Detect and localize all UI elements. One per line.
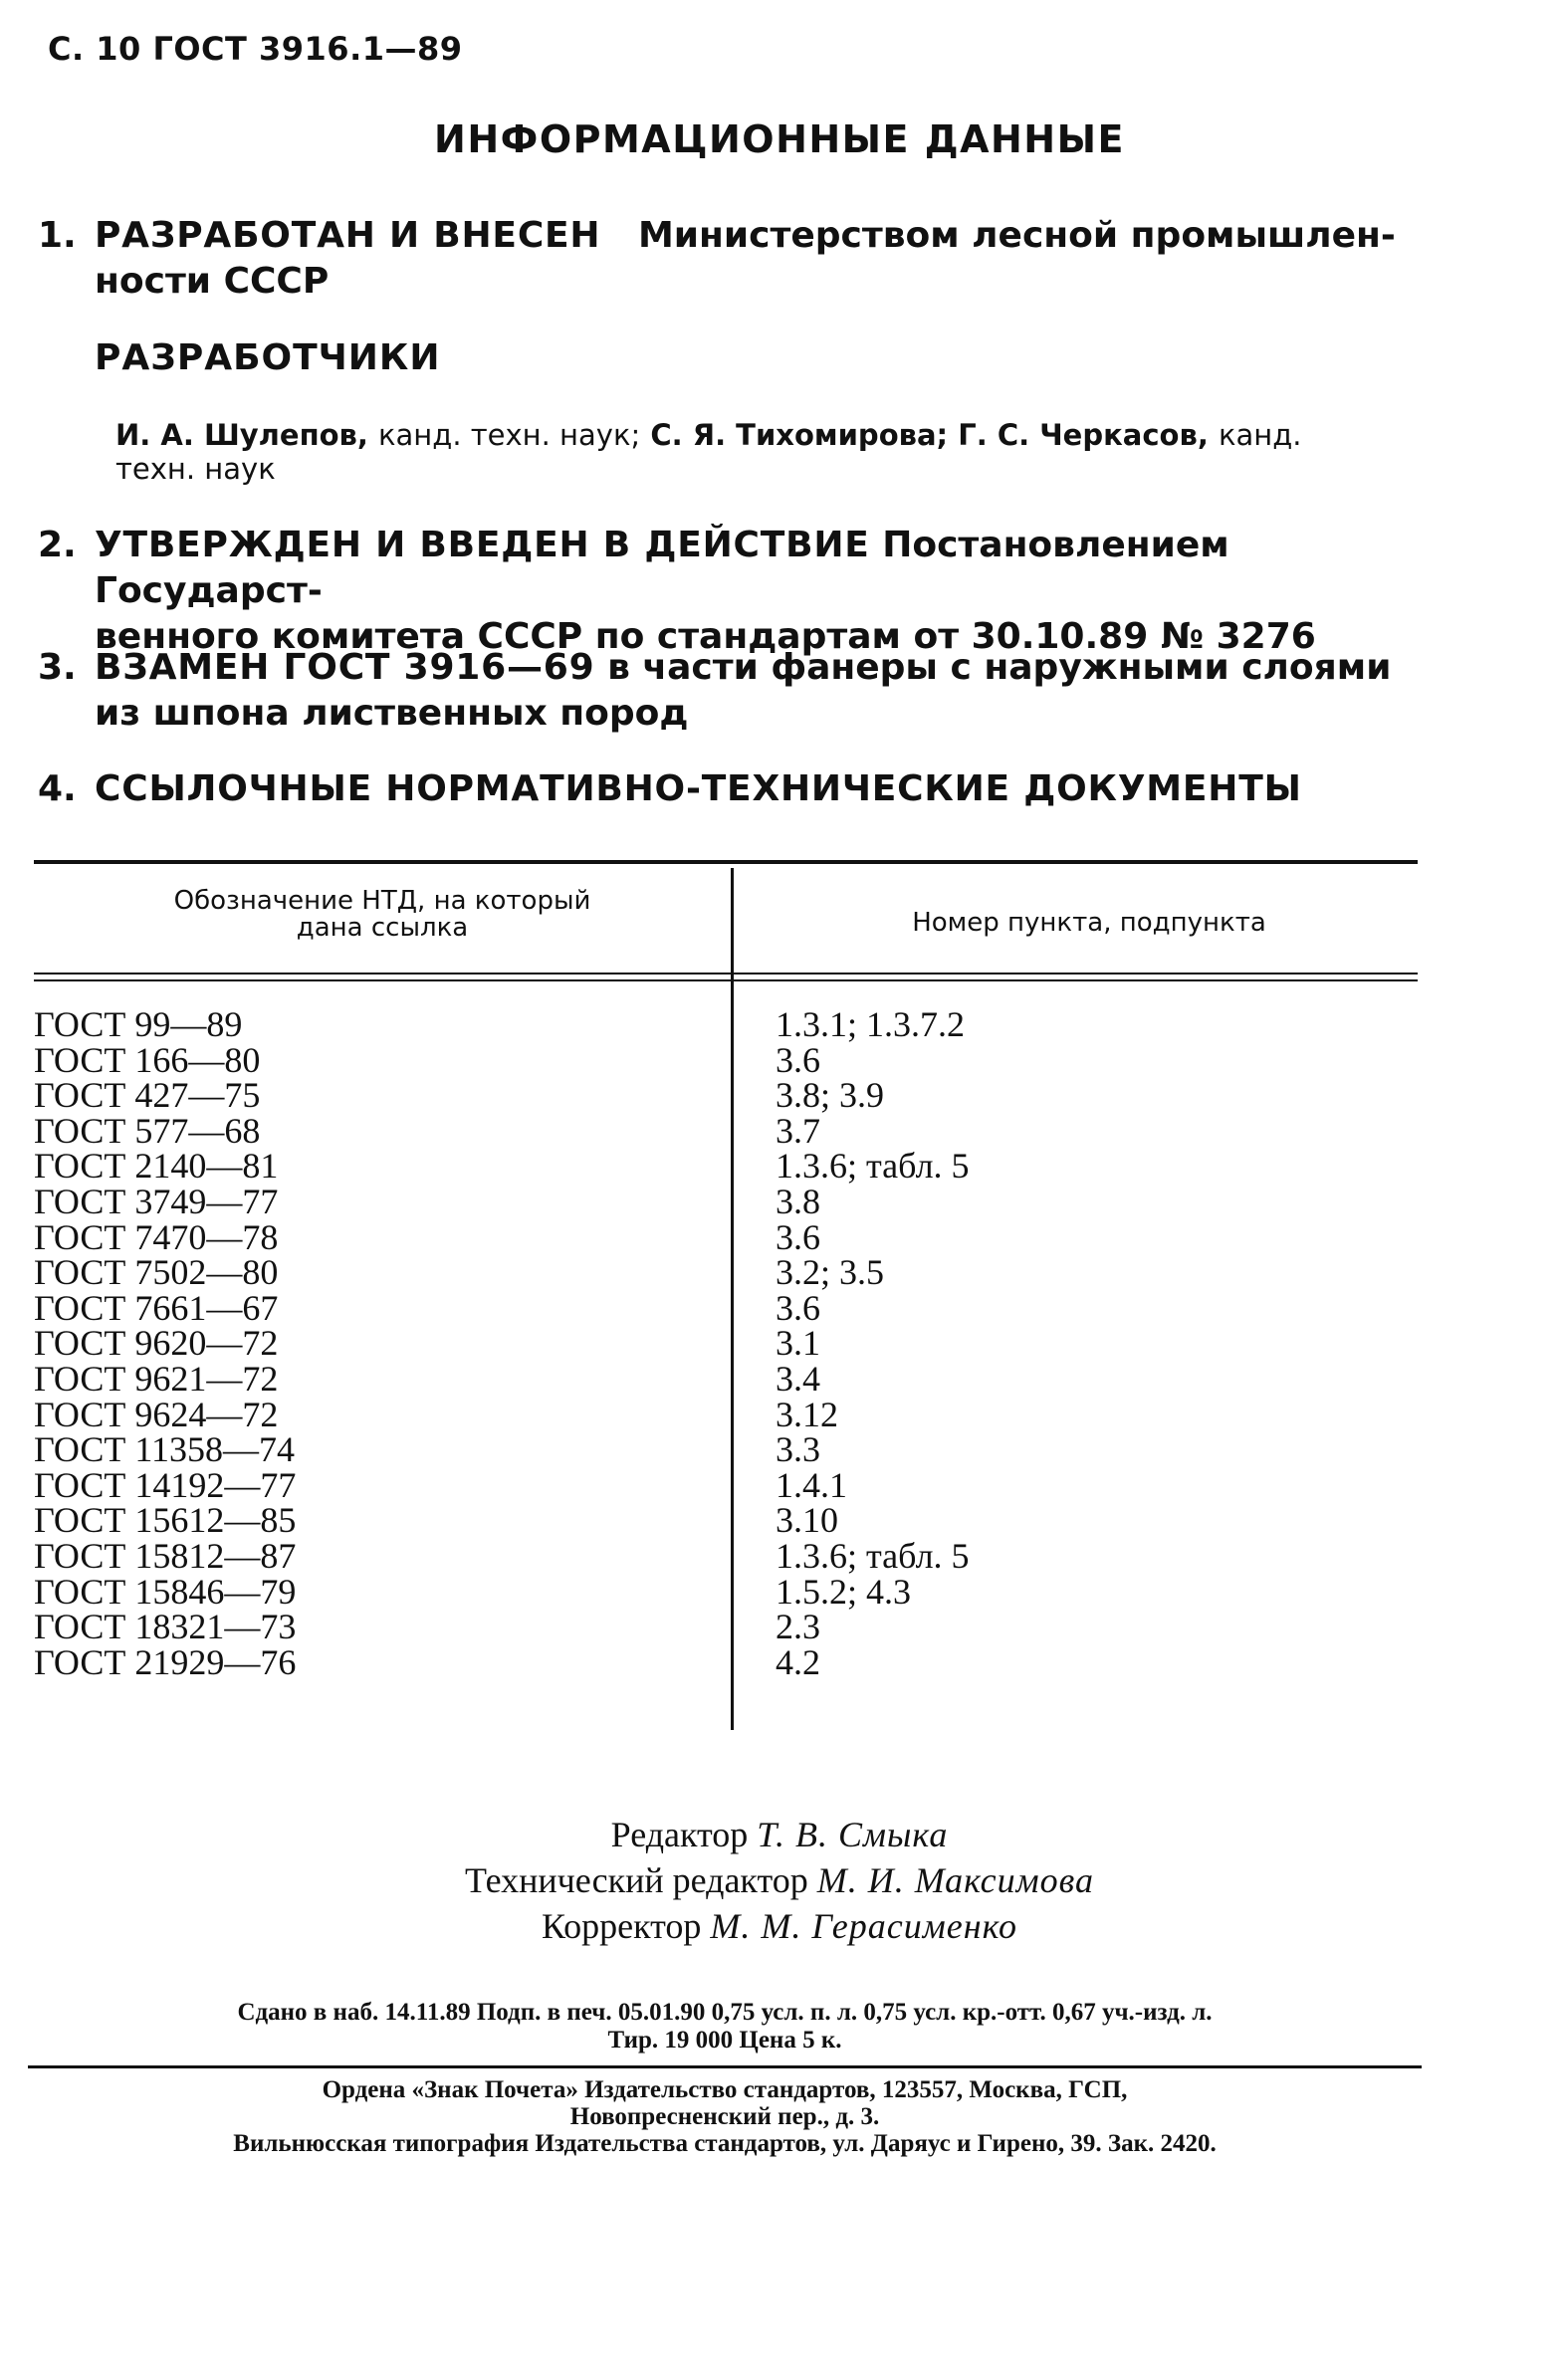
table-cell-doc: ГОСТ 9624—72 [34,1394,279,1434]
table-row [34,1500,1418,1541]
table-cell-doc: ГОСТ 15612—85 [34,1500,297,1541]
table-header-rule-2 [34,979,1418,981]
table-cell-doc: ГОСТ 166—80 [34,1039,261,1080]
table-row [34,1287,1418,1328]
print-imprint [28,1999,1422,2055]
item-1-caps: РАЗРАБОТАН И ВНЕСЕН [95,215,601,256]
item-3-number: 3. [38,647,77,688]
publisher-line-1: Ордена «Знак Почета» Издательство стандартов, 123557, Москва, ГСП, [322,2076,1128,2103]
page-header: С. 10 ГОСТ 3916.1—89 [48,30,463,68]
item-3 [38,645,1432,737]
table-cell-clause: 1.5.2; 4.3 [776,1571,912,1612]
table-cell-doc: ГОСТ 7661—67 [34,1287,279,1328]
table-cell-doc: ГОСТ 577—68 [34,1110,261,1151]
publisher-line-3: Вильнюсская типография Издательства стандартов, ул. Даряус и Гирено, 39. Зак. 2420. [233,2130,1217,2157]
table-cell-doc: ГОСТ 11358—74 [34,1429,296,1470]
table-row [34,1252,1418,1293]
table-top-rule [34,860,1418,864]
item-2-number: 2. [38,525,77,565]
item-4 [38,766,1432,812]
item-3-text-1: в части фанеры с наружными слоями [607,647,1392,688]
item-2 [38,523,1432,660]
developer-role-3a: канд. [1218,418,1302,452]
table-row [34,1004,1418,1044]
table-header-rule-1 [34,973,1418,974]
table-cell-clause: 3.7 [776,1110,820,1151]
table-cell-doc: ГОСТ 9621—72 [34,1358,279,1399]
publisher-line-2: Новопресненский пер., д. 3. [569,2103,880,2130]
table-row [34,1039,1418,1080]
table-cell-clause: 1.4.1 [776,1464,847,1505]
table-cell-doc: ГОСТ 427—75 [34,1075,261,1116]
table-cell-clause: 3.4 [776,1358,820,1399]
imprint-line-1: Сдано в наб. 14.11.89 Подп. в печ. 05.01.90 0,75 усл. п. л. 0,75 усл. кр.-отт. 0,67 уч.-изд. л. [237,1999,1213,2026]
developers-heading: РАЗРАБОТЧИКИ [95,337,441,378]
table-cell-doc: ГОСТ 15812—87 [34,1535,297,1576]
table-cell-clause: 1.3.6; табл. 5 [776,1535,970,1576]
table-cell-doc: ГОСТ 21929—76 [34,1641,297,1682]
table-cell-doc: ГОСТ 7502—80 [34,1252,279,1293]
table-cell-clause: 1.3.6; табл. 5 [776,1146,970,1187]
table-header-designation-text: Обозначение НТД, на который дана ссылка [173,886,591,943]
table-cell-clause: 3.1 [776,1323,820,1364]
item-4-caps: ССЫЛОЧНЫЕ НОРМАТИВНО-ТЕХНИЧЕСКИЕ ДОКУМЕНТЫ [95,768,1302,809]
editor-role: Редактор [610,1815,749,1854]
table-row [34,1216,1418,1257]
item-1-number: 1. [38,215,77,256]
table-row [34,1358,1418,1399]
table-cell-doc: ГОСТ 99—89 [34,1004,243,1044]
proofreader-role: Корректор [541,1906,702,1946]
table-row [34,1323,1418,1364]
document-title: ИНФОРМАЦИОННЫЕ ДАННЫЕ [434,117,1125,161]
table-row [34,1535,1418,1576]
table-row [34,1394,1418,1434]
table-row [34,1607,1418,1647]
table-cell-doc: ГОСТ 3749—77 [34,1181,279,1221]
table-cell-doc: ГОСТ 15846—79 [34,1571,297,1612]
developers-list [115,418,1440,486]
item-2-text-1: Постановлением Государст- [95,525,1229,611]
reference-table [34,856,1418,1732]
table-cell-clause: 3.6 [776,1039,820,1080]
table-row [34,1641,1418,1682]
item-1 [38,213,1432,305]
table-cell-doc: ГОСТ 9620—72 [34,1323,279,1364]
developer-name-3: Г. С. Черкасов, [958,418,1209,452]
table-row [34,1429,1418,1470]
table-row [34,1075,1418,1116]
table-cell-clause: 3.6 [776,1287,820,1328]
imprint-line-2: Тир. 19 000 Цена 5 к. [607,2027,842,2054]
item-1-text-2: ности СССР [95,261,330,302]
table-row [34,1181,1418,1221]
table-row [34,1571,1418,1612]
table-cell-clause: 4.2 [776,1641,820,1682]
technical-editor-line [0,1859,1559,1901]
editor-line [0,1814,1559,1855]
table-header-designation [74,888,691,942]
item-2-caps: УТВЕРЖДЕН И ВВЕДЕН В ДЕЙСТВИЕ [95,525,870,565]
developer-name-1: И. А. Шулепов, [115,418,368,452]
table-row [34,1146,1418,1187]
item-2-text-2: венного комитета СССР по стандартам от 30.10.89 № 3276 [95,616,1316,657]
table-cell-clause: 3.10 [776,1500,838,1541]
table-cell-clause: 3.2; 3.5 [776,1252,885,1293]
proofreader-line [0,1905,1559,1947]
table-row [34,1464,1418,1505]
table-cell-doc: ГОСТ 18321—73 [34,1607,297,1647]
developer-role-3b: техн. наук [115,452,276,486]
item-1-text-1: Министерством лесной промышлен- [637,215,1396,256]
table-cell-clause: 1.3.1; 1.3.7.2 [776,1004,966,1044]
technical-editor-name: М. И. Максимова [816,1860,1094,1900]
table-cell-doc: ГОСТ 14192—77 [34,1464,297,1505]
table-cell-clause: 3.3 [776,1429,820,1470]
imprint-rule [28,2065,1422,2068]
table-cell-doc: ГОСТ 7470—78 [34,1216,279,1257]
proofreader-name: М. М. Герасименко [710,1906,1018,1946]
table-header-clause: Номер пункта, подпункта [912,908,1266,938]
table-body [34,1004,1418,1682]
table-row [34,1110,1418,1151]
editor-name: Т. В. Смыка [757,1815,949,1854]
table-cell-clause: 3.8; 3.9 [776,1075,885,1116]
developer-role-1: канд. техн. наук; [378,418,641,452]
table-cell-clause: 3.12 [776,1394,838,1434]
table-cell-clause: 2.3 [776,1607,820,1647]
table-cell-clause: 3.8 [776,1181,820,1221]
table-cell-doc: ГОСТ 2140—81 [34,1146,279,1187]
technical-editor-role: Технический редактор [465,1860,808,1900]
item-3-text-2: из шпона лиственных пород [95,693,689,734]
item-4-number: 4. [38,768,77,809]
developer-name-2: С. Я. Тихомирова; [650,418,949,452]
item-3-caps: ВЗАМЕН ГОСТ 3916—69 [95,647,595,688]
publisher-info [28,2076,1422,2157]
table-cell-clause: 3.6 [776,1216,820,1257]
